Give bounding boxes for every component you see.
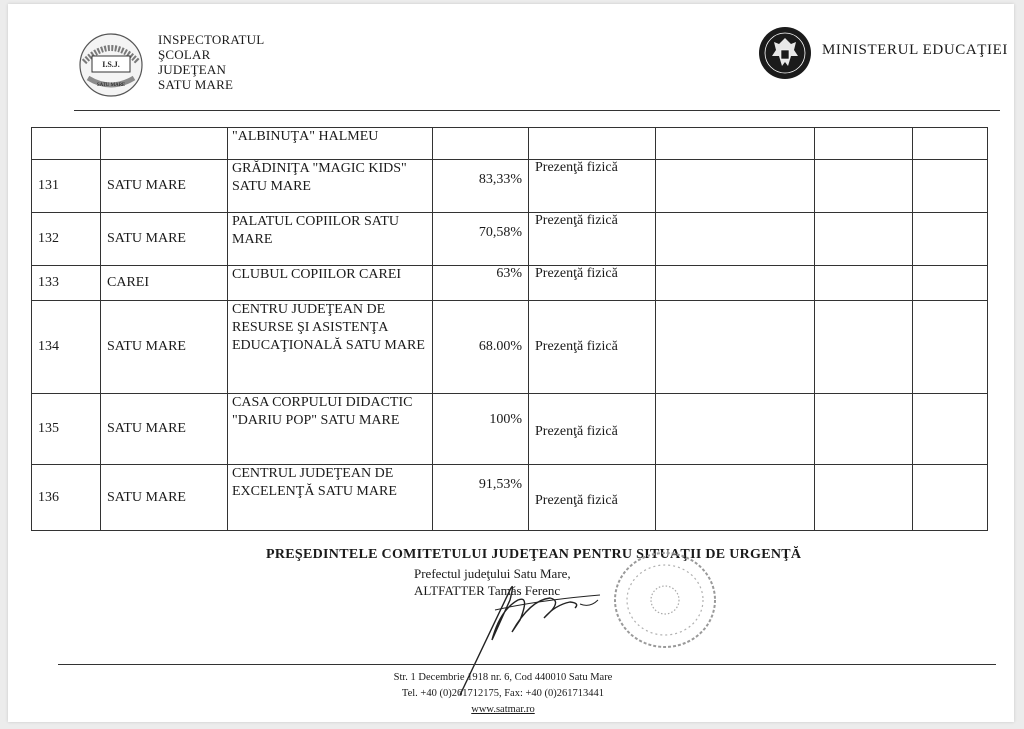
empty-cell: [815, 160, 913, 213]
footer-phone: Tel. +40 (0)261712175, Fax: +40 (0)261713441: [401, 688, 605, 699]
row-unit-name: "ALBINUŢA" HALMEU: [228, 128, 433, 160]
empty-cell: [656, 266, 815, 301]
row-percentage: 68.00%: [433, 301, 529, 394]
row-locality: SATU MARE: [101, 213, 228, 266]
row-locality: CAREI: [101, 266, 228, 301]
row-number: 134: [32, 301, 101, 394]
empty-cell: [913, 301, 988, 394]
row-locality: SATU MARE: [101, 394, 228, 465]
empty-cell: [913, 394, 988, 465]
empty-cell: [913, 213, 988, 266]
table-row: [32, 394, 988, 465]
row-locality: [101, 128, 228, 160]
row-locality: SATU MARE: [101, 160, 228, 213]
empty-cell: [913, 160, 988, 213]
row-number: 131: [32, 160, 101, 213]
isj-logo-initials: I.S.J.: [102, 60, 120, 69]
empty-cell: [656, 160, 815, 213]
row-locality: SATU MARE: [101, 301, 228, 394]
inspectorate-name: [158, 32, 264, 92]
ministry-name: MINISTERUL EDUCAŢIEI: [822, 42, 1009, 58]
row-percentage: 63%: [433, 266, 529, 301]
table-row: [32, 465, 988, 531]
empty-cell: [656, 213, 815, 266]
row-mode: Prezenţă fizică: [529, 213, 656, 266]
empty-cell: [913, 266, 988, 301]
empty-cell: [656, 128, 815, 160]
isj-logo: [78, 32, 144, 98]
row-number: [32, 128, 101, 160]
row-percentage: 70,58%: [433, 213, 529, 266]
footer-address: Str. 1 Decembrie 1918 nr. 6, Cod 440010 Satu Mare: [393, 672, 613, 683]
empty-cell: [656, 301, 815, 394]
prefect-title: Prefectul judeţului Satu Mare,: [414, 566, 571, 581]
row-number: 136: [32, 465, 101, 531]
empty-cell: [815, 213, 913, 266]
row-mode: Prezenţă fizică: [529, 266, 656, 301]
table-row: [32, 213, 988, 266]
empty-cell: [815, 266, 913, 301]
footer-website-link[interactable]: www.satmar.ro: [471, 704, 535, 715]
empty-cell: [815, 128, 913, 160]
empty-cell: [656, 465, 815, 531]
isj-logo-city: SATU MARE: [96, 83, 126, 88]
row-number: 132: [32, 213, 101, 266]
row-percentage: 83,33%: [433, 160, 529, 213]
footer-divider: [58, 664, 996, 665]
empty-cell: [815, 465, 913, 531]
isj-line-1: INSPECTORATUL: [158, 32, 265, 47]
row-number: 135: [32, 394, 101, 465]
row-unit-name: PALATUL COPIILOR SATU MARE: [228, 213, 433, 266]
row-unit-name: GRĂDINIŢA "MAGIC KIDS" SATU MARE: [228, 160, 433, 213]
empty-cell: [815, 301, 913, 394]
units-table: [31, 127, 988, 531]
row-mode: Prezenţă fizică: [529, 301, 656, 394]
empty-cell: [815, 394, 913, 465]
row-unit-name: CASA CORPULUI DIDACTIC "DARIU POP" SATU MARE: [228, 394, 433, 465]
row-unit-name: CLUBUL COPIILOR CAREI: [228, 266, 433, 301]
row-mode: Prezenţă fizică: [529, 160, 656, 213]
empty-cell: [656, 394, 815, 465]
table-row: [32, 160, 988, 213]
empty-cell: [913, 128, 988, 160]
row-unit-name: CENTRU JUDEŢEAN DE RESURSE ŞI ASISTENŢA EDUCAŢIONALĂ SATU MARE: [228, 301, 433, 394]
isj-line-4: SATU MARE: [158, 77, 234, 92]
row-percentage: 100%: [433, 394, 529, 465]
table-row: [32, 128, 988, 160]
table-row: [32, 301, 988, 394]
row-percentage: 91,53%: [433, 465, 529, 531]
table-row: [32, 266, 988, 301]
row-locality: SATU MARE: [101, 465, 228, 531]
row-percentage: [433, 128, 529, 160]
ministry-emblem: [758, 26, 812, 80]
isj-line-2: ŞCOLAR: [158, 47, 211, 62]
row-mode: Prezenţă fizică: [529, 465, 656, 531]
row-mode: [529, 128, 656, 160]
empty-cell: [913, 465, 988, 531]
signature-title: PREŞEDINTELE COMITETULUI JUDEŢEAN PENTRU SITUAŢII DE URGENŢĂ: [266, 547, 802, 562]
header-divider: [74, 110, 1000, 111]
row-mode: Prezenţă fizică: [529, 394, 656, 465]
prefect-name: ALTFATTER Tamás Ferenc: [414, 583, 561, 598]
row-unit-name: CENTRUL JUDEŢEAN DE EXCELENŢĂ SATU MARE: [228, 465, 433, 531]
isj-line-3: JUDEŢEAN: [158, 62, 227, 77]
row-number: 133: [32, 266, 101, 301]
